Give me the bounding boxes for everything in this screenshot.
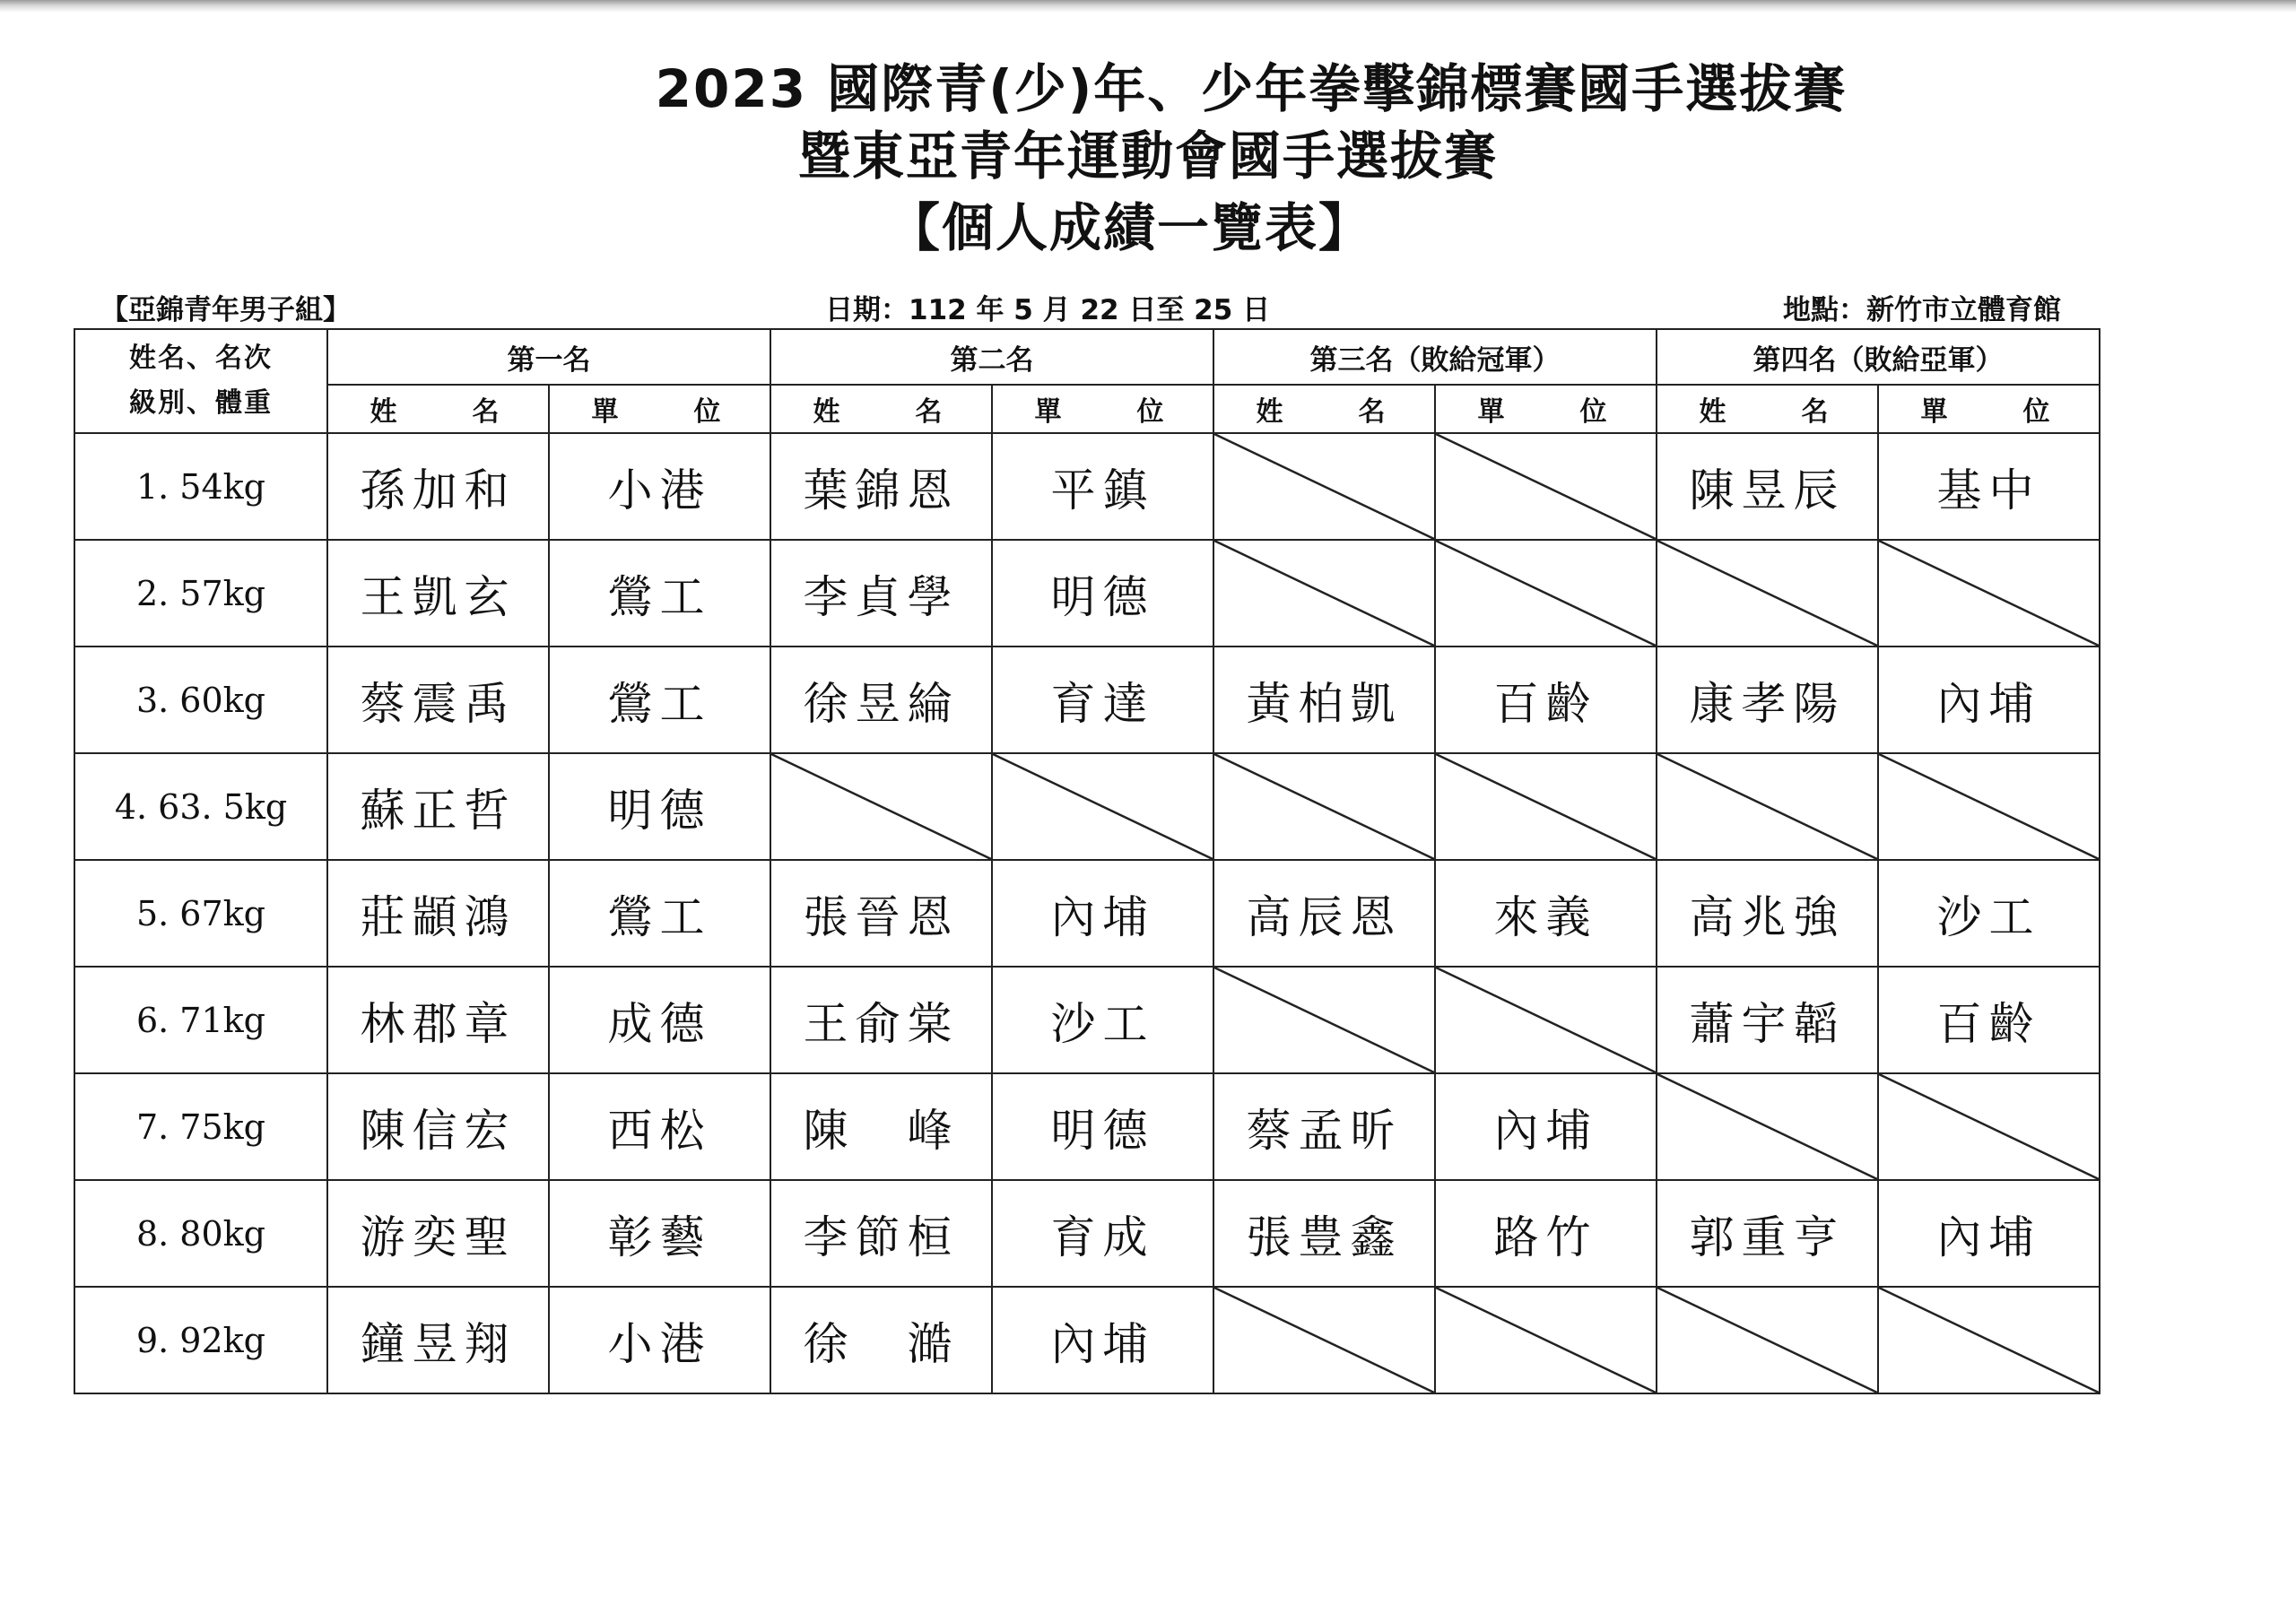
empty-slash-cell [1878,1287,2100,1393]
table-row [74,540,2100,647]
empty-slash-cell [1435,1287,1657,1393]
title-line-3: 【個人成績一覽表】 [887,197,1372,258]
athlete-unit-cell: 平鎮 [992,433,1213,540]
athlete-name-cell: 高兆強 [1657,860,1878,967]
athlete-unit-cell: 來義 [1435,860,1657,967]
empty-slash-cell [1878,540,2100,647]
table-row [74,1287,2100,1393]
athlete-unit-cell: 明德 [992,540,1213,647]
athlete-name-cell: 康孝陽 [1657,647,1878,753]
athlete-name-cell: 李貞學 [770,540,992,647]
name-header: 姓 名 [770,385,992,433]
empty-slash-cell [770,753,992,860]
weight-class-cell: 9. 92kg [74,1287,327,1393]
table-row [74,1073,2100,1180]
place-header-2: 第二名 [770,329,1213,385]
empty-slash-cell [1435,967,1657,1073]
athlete-name-cell: 李節桓 [770,1180,992,1287]
weight-class-cell: 2. 57kg [74,540,327,647]
empty-slash-cell [1657,753,1878,860]
place-header-4: 第四名（敗給亞軍） [1657,329,2100,385]
athlete-name-cell: 鐘昱翔 [327,1287,549,1393]
athlete-unit-cell: 沙工 [1878,860,2100,967]
weight-class-cell: 1. 54kg [74,433,327,540]
results-table [74,328,2100,1394]
weight-class-cell: 3. 60kg [74,647,327,753]
date-label: 日期：112 年 5 月 22 日至 25 日 [825,294,1271,326]
title-line-2: 暨東亞青年運動會國手選拔賽 [797,126,1498,187]
empty-slash-cell [1213,967,1435,1073]
table-row [74,967,2100,1073]
athlete-unit-cell: 小港 [549,433,770,540]
empty-slash-cell [992,753,1213,860]
table-row [74,1180,2100,1287]
weight-class-cell: 4. 63. 5kg [74,753,327,860]
athlete-name-cell: 蕭宇韜 [1657,967,1878,1073]
athlete-name-cell: 孫加和 [327,433,549,540]
athlete-unit-cell: 育成 [992,1180,1213,1287]
athlete-name-cell: 游奕聖 [327,1180,549,1287]
athlete-name-cell: 徐 澔 [770,1287,992,1393]
group-label: 【亞錦青年男子組】 [100,294,351,326]
empty-slash-cell [1213,433,1435,540]
athlete-unit-cell: 西松 [549,1073,770,1180]
athlete-unit-cell: 鶯工 [549,540,770,647]
athlete-unit-cell: 內埔 [992,1287,1213,1393]
athlete-name-cell: 林郡章 [327,967,549,1073]
name-header: 姓 名 [327,385,549,433]
athlete-name-cell: 莊顓鴻 [327,860,549,967]
empty-slash-cell [1213,540,1435,647]
athlete-name-cell: 王俞棠 [770,967,992,1073]
name-header: 姓 名 [1657,385,1878,433]
athlete-unit-cell: 內埔 [1435,1073,1657,1180]
table-row [74,433,2100,540]
header-row-places [74,329,2100,385]
athlete-name-cell: 黃柏凱 [1213,647,1435,753]
athlete-unit-cell: 內埔 [1878,1180,2100,1287]
name-header: 姓 名 [1213,385,1435,433]
empty-slash-cell [1878,753,2100,860]
athlete-name-cell: 陳昱辰 [1657,433,1878,540]
empty-slash-cell [1435,540,1657,647]
athlete-unit-cell: 內埔 [1878,647,2100,753]
empty-slash-cell [1213,753,1435,860]
weight-class-cell: 5. 67kg [74,860,327,967]
athlete-name-cell: 徐昱綸 [770,647,992,753]
athlete-unit-cell: 明德 [992,1073,1213,1180]
corner-line-2: 級別、體重 [129,387,273,419]
athlete-unit-cell: 小港 [549,1287,770,1393]
athlete-name-cell: 郭重亨 [1657,1180,1878,1287]
athlete-unit-cell: 育達 [992,647,1213,753]
athlete-unit-cell: 基中 [1878,433,2100,540]
unit-header: 單 位 [1878,385,2100,433]
athlete-name-cell: 高辰恩 [1213,860,1435,967]
athlete-name-cell: 蔡震禹 [327,647,549,753]
athlete-unit-cell: 百齡 [1435,647,1657,753]
place-header-1: 第一名 [327,329,770,385]
empty-slash-cell [1657,540,1878,647]
weight-class-cell: 8. 80kg [74,1180,327,1287]
athlete-unit-cell: 鶯工 [549,860,770,967]
table-row [74,860,2100,967]
header-row-fields [74,385,2100,433]
athlete-unit-cell: 明德 [549,753,770,860]
weight-class-cell: 6. 71kg [74,967,327,1073]
athlete-name-cell: 蔡孟昕 [1213,1073,1435,1180]
empty-slash-cell [1213,1287,1435,1393]
empty-slash-cell [1657,1287,1878,1393]
athlete-unit-cell: 路竹 [1435,1180,1657,1287]
athlete-unit-cell: 百齡 [1878,967,2100,1073]
athlete-unit-cell: 鶯工 [549,647,770,753]
unit-header: 單 位 [992,385,1213,433]
athlete-name-cell: 蘇正哲 [327,753,549,860]
athlete-unit-cell: 沙工 [992,967,1213,1073]
athlete-name-cell: 陳 峰 [770,1073,992,1180]
scan-edge [0,0,2296,13]
athlete-name-cell: 張豊鑫 [1213,1180,1435,1287]
corner-line-1: 姓名、名次 [129,343,273,374]
athlete-name-cell: 陳信宏 [327,1073,549,1180]
athlete-unit-cell: 內埔 [992,860,1213,967]
empty-slash-cell [1435,433,1657,540]
empty-slash-cell [1657,1073,1878,1180]
venue-label: 地點：新竹市立體育館 [1783,294,2061,326]
athlete-name-cell: 葉錦恩 [770,433,992,540]
empty-slash-cell [1878,1073,2100,1180]
unit-header: 單 位 [549,385,770,433]
title-line-1: 2023 國際青(少)年、少年拳擊錦標賽國手選拔賽 [655,58,1848,119]
athlete-name-cell: 張晉恩 [770,860,992,967]
unit-header: 單 位 [1435,385,1657,433]
empty-slash-cell [1435,753,1657,860]
athlete-name-cell: 王凱玄 [327,540,549,647]
athlete-unit-cell: 彰藝 [549,1180,770,1287]
athlete-unit-cell: 成德 [549,967,770,1073]
table-row [74,647,2100,753]
weight-class-cell: 7. 75kg [74,1073,327,1180]
corner-header-cell [74,329,327,433]
table-row [74,753,2100,860]
place-header-3: 第三名（敗給冠軍） [1213,329,1657,385]
